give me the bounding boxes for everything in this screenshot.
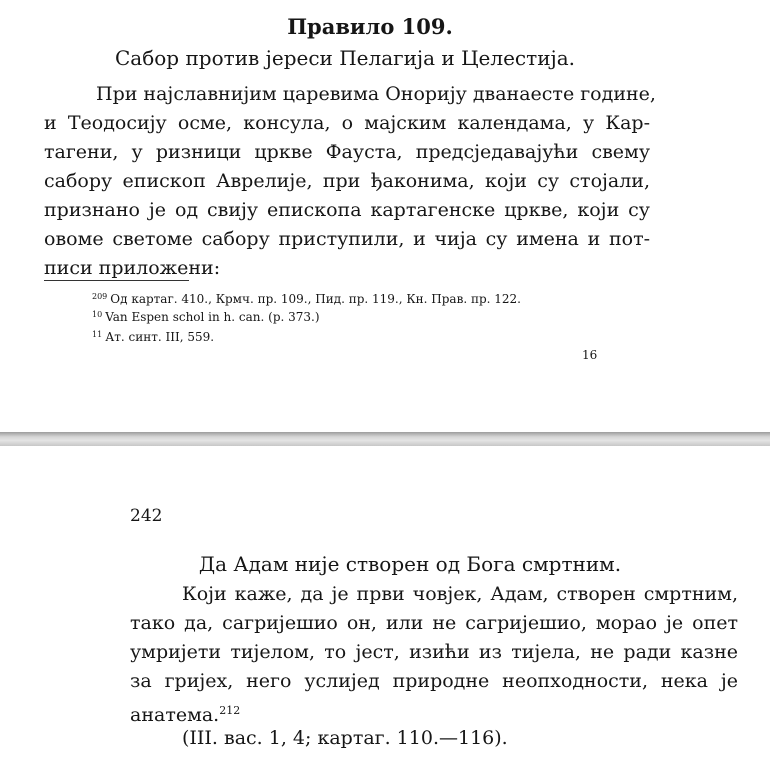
page-number: 16	[582, 348, 598, 362]
paragraph-line: сабору епископ Аврелије, при ђаконима, који су стојали,	[44, 170, 650, 192]
footnote	[92, 327, 214, 345]
canon-references: (III. вас. 1, 4; картаг. 110.—116).	[182, 727, 508, 749]
footnote-mark: 10	[92, 310, 103, 319]
rule-title: Правило 109.	[287, 14, 453, 39]
footnote-divider	[44, 280, 189, 281]
paragraph-line: При најславнијим царевима Онорију дванаесте године,	[96, 83, 656, 105]
footnote-mark: 209	[92, 292, 108, 301]
paragraph-line: тагени, у ризници цркве Фауста, предсједавајући свему	[44, 141, 650, 163]
page-number: 242	[130, 506, 163, 526]
paragraph-line: и Теодосију осме, консула, о мајским календама, у Кар-	[44, 112, 650, 134]
paragraph-last-line	[130, 696, 738, 730]
bottom-page	[0, 446, 770, 765]
footnote-text: Van Espen schol in h. can. (p. 373.)	[105, 310, 320, 324]
page-separator	[0, 432, 770, 446]
last-line-text: анатема.	[130, 704, 220, 726]
section-heading: Да Адам није створен од Бога смртним.	[198, 552, 622, 576]
paragraph-line: умријети тијелом, то јест, изићи из тијела, не ради казне	[130, 641, 738, 663]
rule-paragraph	[44, 80, 656, 283]
paragraph-line: писи приложени:	[44, 257, 221, 279]
paragraph-line: тако да, сагријешио он, или не сагријешио, морао је опет	[130, 612, 738, 634]
paragraph-line: овоме светоме сабору приступили, и чија су имена и пот-	[44, 228, 650, 250]
footnote	[92, 289, 521, 307]
section-paragraph	[130, 580, 738, 730]
paragraph-line: признано је од свију епископа картагенске цркве, који су	[44, 199, 650, 221]
paragraph-line: за гријех, него услијед природне неопходности, нека је	[130, 670, 738, 692]
paragraph-line: Који каже, да је први човјек, Адам, створен смртним,	[182, 583, 738, 605]
footnote-reference: 212	[219, 704, 241, 717]
footnote-mark: 11	[92, 330, 103, 339]
rule-subtitle: Сабор против јереси Пелагија и Целестија.	[115, 46, 575, 70]
footnote-text: Од картаг. 410., Крмч. пр. 109., Пид. пр. 119., Кн. Прав. пр. 122.	[110, 292, 521, 306]
footnote	[92, 307, 320, 325]
footnote-text: Ат. синт. III, 559.	[105, 330, 215, 344]
